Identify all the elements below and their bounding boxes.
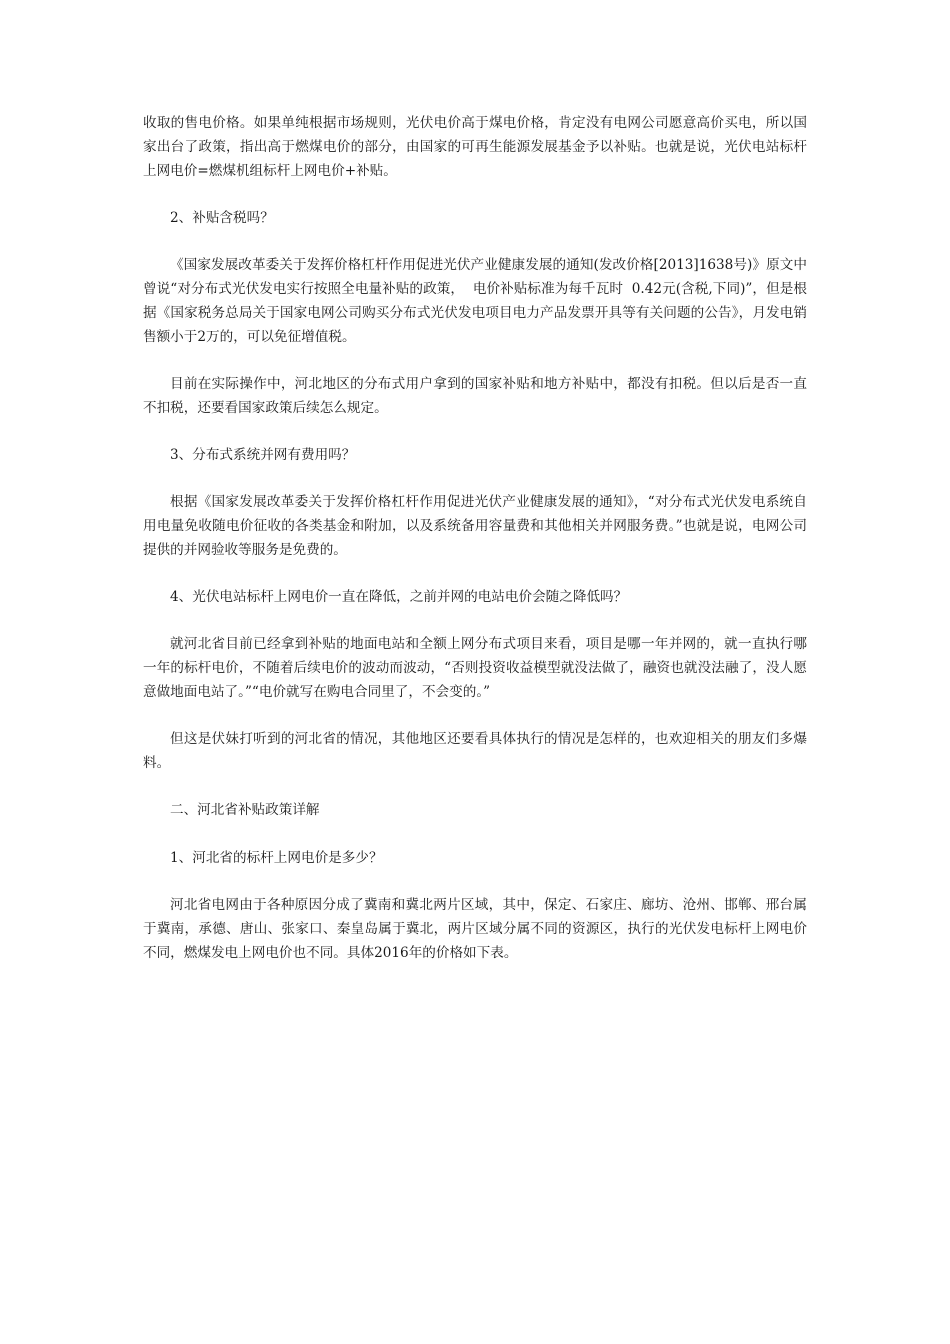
- paragraph-6: 但这是伏妹打听到的河北省的情况，其他地区还要看具体执行的情况是怎样的，也欢迎相关的朋友们多爆料。: [143, 731, 807, 772]
- heading-hebei-policy: 二、河北省补贴政策详解: [170, 802, 320, 819]
- heading-subsidy-tax: 2、补贴含税吗？: [170, 209, 274, 226]
- heading-price-decline: 4、光伏电站标杆上网电价一直在降低，之前并网的电站电价会随之降低吗？: [170, 589, 628, 606]
- paragraph-2: 《国家发展改革委关于发挥价格杠杆作用促进光伏产业健康发展的通知(发改价格[2013]1638号)》原文中曾说“对分布式光伏发电实行按照全电量补贴的政策， 电价补贴标准为每千瓦时 0.42元(含税,下同)”，但是根据《国家税务总局关于国家电网公司购买分布式光伏发电项目电力产品发票开具等有关问题的公告》，月发电销售额小于2万的，可以免征增值税。: [143, 257, 807, 345]
- paragraph-1: 收取的售电价格。如果单纯根据市场规则，光伏电价高于煤电价格，肯定没有电网公司愿意高价买电，所以国家出台了政策，指出高于燃煤电价的部分，由国家的可再生能源发展基金予以补贴。也就是说，光伏电站标杆上网电价=燃煤机组标杆上网电价+补贴。: [143, 115, 807, 179]
- document-body: [143, 112, 807, 989]
- heading-hebei-price: 1、河北省的标杆上网电价是多少？: [170, 849, 383, 866]
- heading-grid-fee: 3、分布式系统并网有费用吗？: [170, 446, 356, 463]
- paragraph-3: 目前在实际操作中，河北地区的分布式用户拿到的国家补贴和地方补贴中，都没有扣税。但以后是否一直不扣税，还要看国家政策后续怎么规定。: [143, 375, 807, 416]
- paragraph-5: 就河北省目前已经拿到补贴的地面电站和全额上网分布式项目来看，项目是哪一年并网的，就一直执行哪一年的标杆电价，不随着后续电价的波动而波动，“否则投资收益模型就没法做了，融资也就没法融了，没人愿意做地面电站了。”“电价就写在购电合同里了，不会变的。”: [143, 636, 807, 701]
- paragraph-7: 河北省电网由于各种原因分成了冀南和冀北两片区域，其中，保定、石家庄、廊坊、沧州、邯郸、邢台属于冀南，承德、唐山、张家口、秦皇岛属于冀北，两片区域分属不同的资源区，执行的光伏发电标杆上网电价不同，燃煤发电上网电价也不同。具体2016年的价格如下表。: [143, 897, 807, 961]
- paragraph-4: 根据《国家发展改革委关于发挥价格杠杆作用促进光伏产业健康发展的通知》，“对分布式光伏发电系统自用电量免收随电价征收的各类基金和附加，以及系统备用容量费和其他相关并网服务费。”也就是说，电网公司提供的并网验收等服务是免费的。: [143, 494, 807, 558]
